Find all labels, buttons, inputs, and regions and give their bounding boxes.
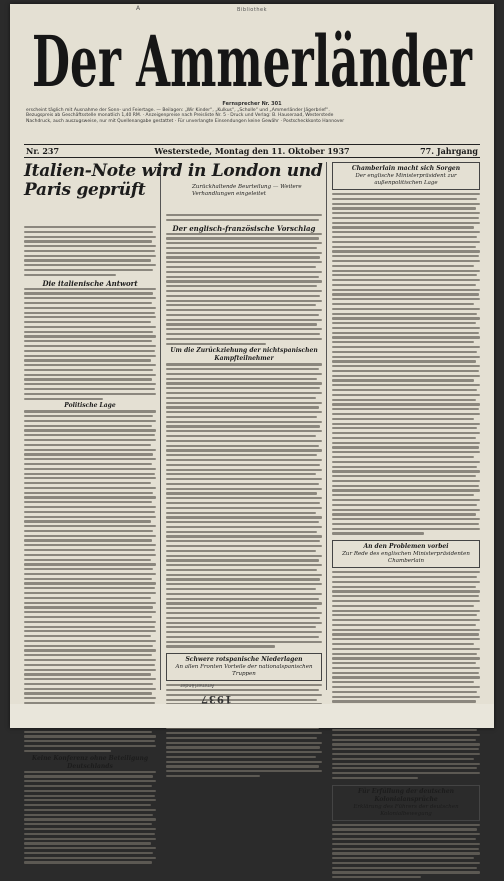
issue-number: Nr. 237	[26, 146, 60, 156]
article-body	[332, 193, 480, 537]
section-heading: Keine Konferenz ohne Beteiligung Deutschlands	[31, 754, 149, 770]
page-bottom-margin	[10, 704, 494, 728]
box-subtitle: An allen Fronten Vorteile der nationalspanischen Truppen	[175, 664, 313, 678]
section-heading: Um die Zurückziehung der nichtspanischen Kampfteilnehmer	[170, 347, 318, 363]
section-heading: Die italienische Antwort	[42, 278, 138, 288]
box-title: Für Erfüllung der deutschen Kolonialansprüche	[358, 787, 454, 803]
box-subtitle: Zur Rede des englischen Ministerpräsidenten Chamberlain	[342, 551, 470, 565]
column-2	[166, 214, 322, 780]
news-box	[332, 162, 480, 190]
article-body	[332, 824, 480, 881]
main-headline: Italien-Note wird in London und Paris geprüft	[24, 161, 323, 200]
inverted-stamp-text: Ammerländer	[180, 682, 215, 688]
newspaper-page	[10, 4, 494, 817]
inverted-year-stamp: 1937	[200, 693, 232, 704]
volume-year: 77. Jahrgang	[420, 146, 478, 156]
dateline-bar	[24, 144, 480, 158]
library-stamp	[10, 7, 494, 13]
article-body	[24, 771, 156, 867]
article-body	[166, 214, 322, 224]
article-body	[166, 363, 322, 650]
news-box	[332, 785, 480, 821]
box-subtitle: Der englische Ministerpräsident zur außenpolitischen Lage	[355, 173, 457, 186]
page-mark: A	[136, 5, 141, 12]
news-box	[332, 540, 480, 568]
section-heading: Politische Lage	[64, 402, 116, 410]
masthead-title: Der Ammerländer	[32, 20, 473, 103]
column-rule	[326, 162, 327, 690]
library-label: Bibliothek	[237, 7, 267, 13]
publication-info-line-3: Nachdruck, auch auszugsweise, nur mit Quellenangabe gestattet · Für unverlangte Einsendungen keine Gewähr · Postscheckkonto Hannover	[26, 118, 345, 124]
column-rule	[160, 162, 161, 690]
article-body	[24, 410, 156, 754]
publication-info-line-1: erscheint täglich mit Ausnahme der Sonn- und Feiertage. — Beilagen: „Wir Kinder“, „Kulkus“, „Scholle“ und „Ammerländer Jägerbrief“.	[26, 107, 330, 113]
article-body	[24, 288, 156, 403]
section-heading: Der englisch-französische Vorschlag	[172, 223, 316, 233]
box-title: An den Problemen vorbei	[363, 543, 449, 551]
box-title: Schwere rotspanische Niederlagen	[185, 656, 303, 664]
phone-info: Fernsprecher Nr. 301	[222, 101, 282, 107]
article-body	[166, 684, 322, 780]
main-subhead: Zurückhaltende Beurteilung — Weitere Verhandlungen eingeleitet	[192, 184, 302, 197]
box-title: Chamberlain macht sich Sorgen	[351, 165, 461, 172]
column-3	[332, 162, 480, 881]
place-date: Westerstede, Montag den 11. Oktober 1937	[154, 146, 350, 156]
publication-info	[26, 102, 478, 124]
article-body	[332, 571, 480, 781]
masthead	[28, 14, 476, 102]
publication-info-line-2: Bezugspreis ab Geschäftsstelle monatlich 1,40 RM. · Anzeigenpreise nach Preisliste Nr. 5 · Druck und Verlag: B. Hauseraad, Westerstede	[26, 113, 334, 118]
article-body	[166, 233, 322, 348]
article-body	[24, 226, 156, 279]
news-box	[166, 653, 322, 681]
box-subtitle: Erklärung des Führers der deutschen Kolonialbewegung	[353, 803, 459, 817]
